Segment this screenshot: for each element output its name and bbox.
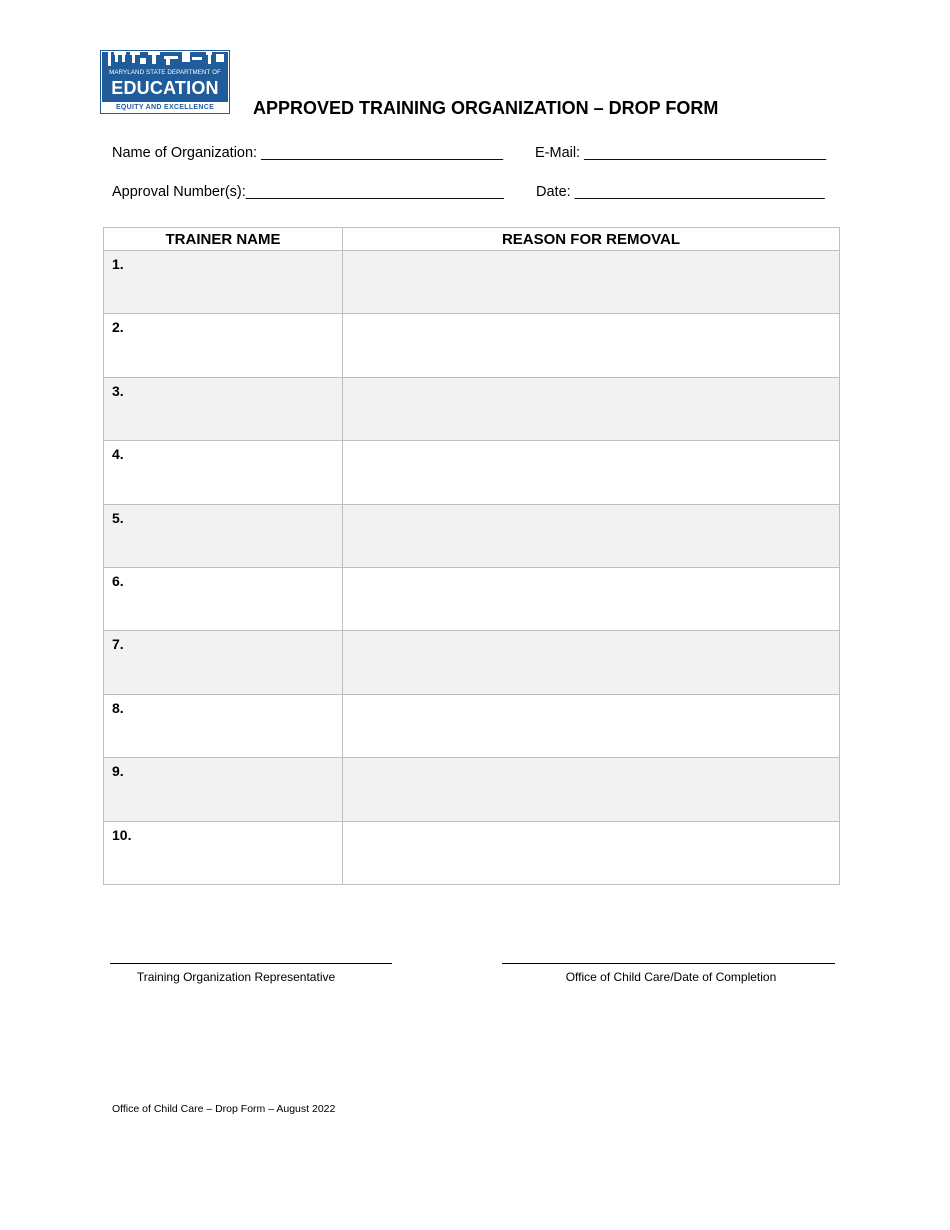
logo-agency-name: EDUCATION: [111, 78, 219, 98]
row-number: 8.: [112, 699, 124, 716]
trainer-name-cell[interactable]: [104, 758, 343, 821]
table-row: [104, 631, 840, 694]
trainer-name-cell[interactable]: [104, 441, 343, 504]
reason-cell[interactable]: [343, 567, 840, 630]
row-number: 3.: [112, 382, 124, 399]
trainer-name-cell[interactable]: [104, 694, 343, 757]
trainer-name-cell[interactable]: [104, 377, 343, 440]
reason-cell[interactable]: [343, 441, 840, 504]
table-row: [104, 694, 840, 757]
representative-signature-label: Training Organization Representative: [136, 970, 336, 984]
table-body: [104, 251, 840, 885]
reason-cell[interactable]: [343, 504, 840, 567]
row-number: 6.: [112, 572, 124, 589]
organization-field[interactable]: Name of Organization: ______________________________: [112, 145, 504, 161]
reason-cell[interactable]: [343, 251, 840, 314]
trainer-name-cell[interactable]: [104, 821, 343, 884]
table-header-row: [104, 228, 840, 251]
form-title: APPROVED TRAINING ORGANIZATION – DROP FORM: [253, 98, 719, 118]
row-number: 1.: [112, 256, 124, 272]
reason-cell[interactable]: [343, 377, 840, 440]
table-row: [104, 567, 840, 630]
trainer-name-cell[interactable]: [104, 504, 343, 567]
skyline-icon: [102, 52, 228, 66]
page-footer: Office of Child Care – Drop Form – August 2022: [112, 1103, 336, 1115]
logo-banner: [102, 52, 228, 102]
approval-number-field[interactable]: Approval Number(s):________________________________: [112, 184, 504, 200]
trainer-name-cell[interactable]: [104, 567, 343, 630]
email-field[interactable]: E-Mail: ______________________________: [535, 145, 827, 161]
reason-cell[interactable]: [343, 758, 840, 821]
table-row: [104, 441, 840, 504]
reason-cell[interactable]: [343, 631, 840, 694]
table-row: [104, 758, 840, 821]
reason-cell[interactable]: [343, 821, 840, 884]
row-number: 5.: [112, 509, 124, 526]
logo-agency-line: MARYLAND STATE DEPARTMENT OF: [109, 69, 221, 76]
msde-logo: [100, 50, 230, 114]
date-field[interactable]: Date: _______________________________: [536, 184, 825, 200]
completion-signature-label: Office of Child Care/Date of Completion: [565, 970, 777, 984]
reason-cell[interactable]: [343, 314, 840, 377]
table-row: [104, 504, 840, 567]
logo-tagline: EQUITY AND EXCELLENCE: [115, 104, 215, 111]
table-row: [104, 377, 840, 440]
table-row: [104, 821, 840, 884]
reason-header: REASON FOR REMOVAL: [343, 228, 840, 251]
reason-cell[interactable]: [343, 694, 840, 757]
table-row: [104, 314, 840, 377]
trainer-table: [103, 227, 840, 885]
row-number: 4.: [112, 446, 124, 463]
completion-signature-line[interactable]: [502, 963, 835, 964]
trainer-name-header: TRAINER NAME: [104, 228, 343, 251]
trainer-name-cell[interactable]: [104, 631, 343, 694]
trainer-name-cell[interactable]: [104, 314, 343, 377]
representative-signature-line[interactable]: [110, 963, 392, 964]
row-number: 9.: [112, 763, 124, 780]
trainer-name-cell[interactable]: [104, 251, 343, 314]
table-row: [104, 251, 840, 314]
row-number: 7.: [112, 636, 124, 653]
row-number: 2.: [112, 319, 124, 336]
row-number: 10.: [112, 826, 132, 843]
